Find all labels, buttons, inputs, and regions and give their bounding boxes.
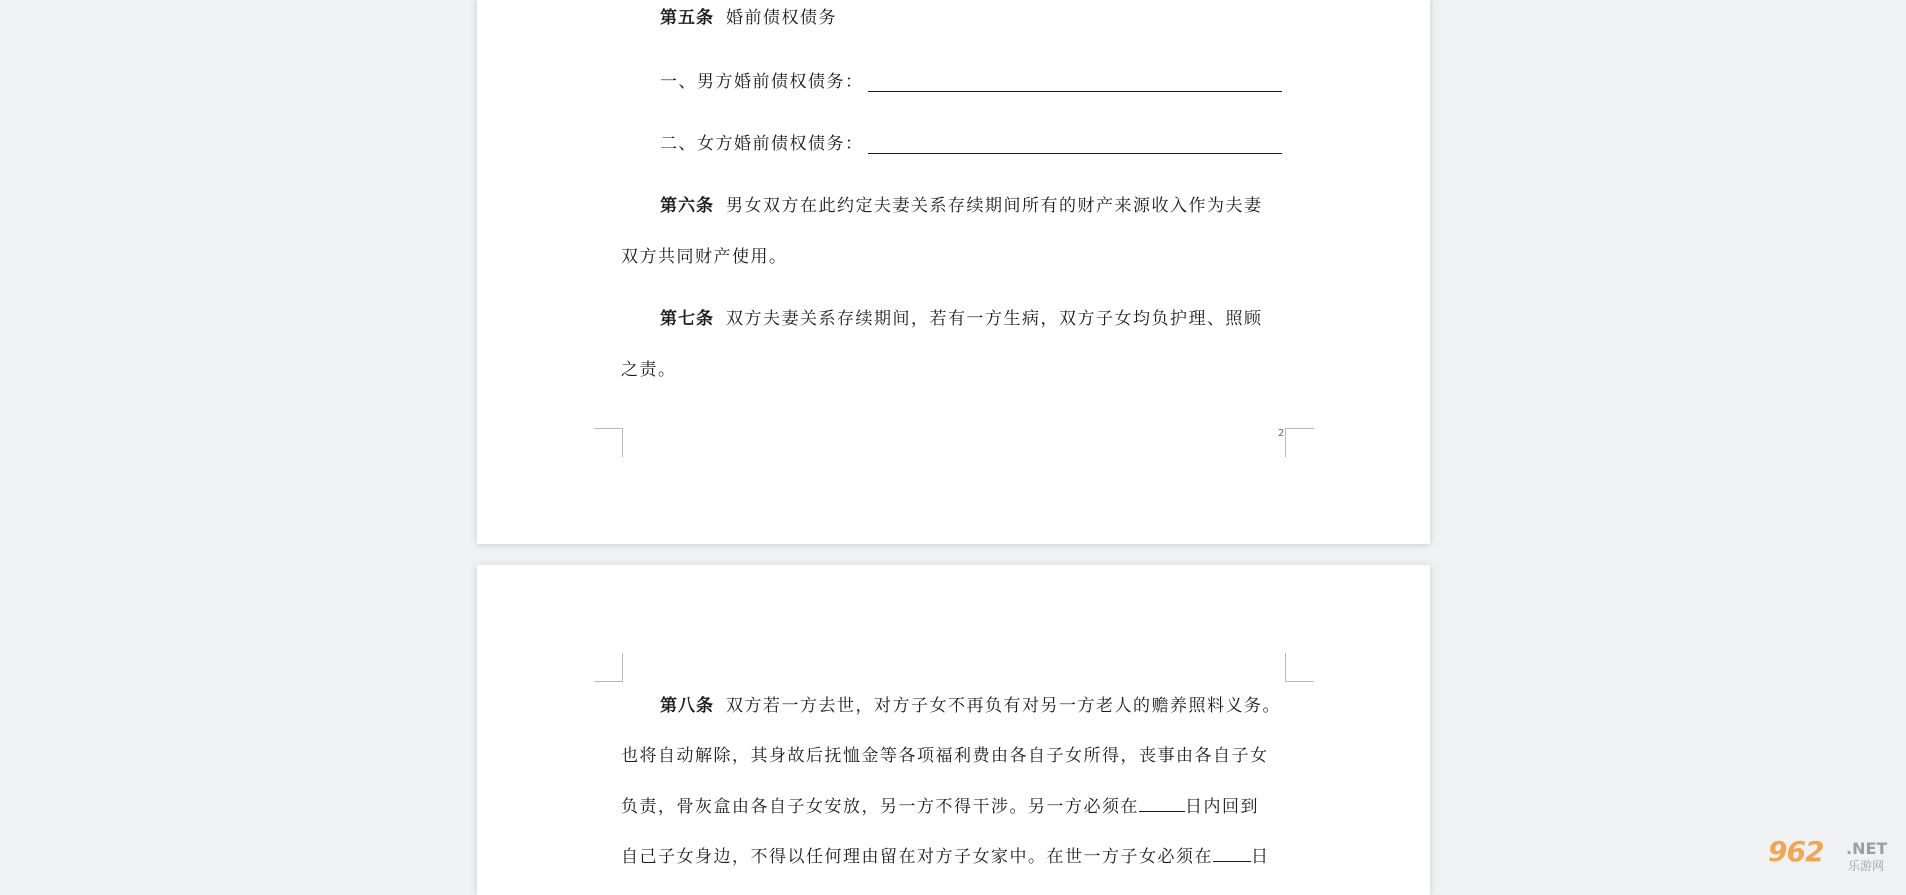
article-5 bbox=[660, 8, 837, 28]
article-7-line-2: 之责。 bbox=[621, 360, 677, 380]
article-6-text: 男女双方在此约定夫妻关系存续期间所有的财产来源收入作为夫妻 bbox=[726, 196, 1263, 216]
article-6-line-1 bbox=[660, 196, 1263, 216]
article-8-line-4-text-a: 自己子女身边，不得以任何理由留在对方子女家中。在世一方子女必须在 bbox=[621, 847, 1213, 867]
fill-in-blank-female-debts bbox=[868, 135, 1282, 154]
article-8-line-3 bbox=[621, 795, 1259, 817]
document-page-2 bbox=[477, 565, 1430, 895]
site-watermark-logo bbox=[1768, 835, 1900, 875]
article-8-line-3-text-b: 日内回到 bbox=[1185, 797, 1259, 817]
fill-in-blank-male-debts bbox=[868, 73, 1282, 92]
crop-mark-top-left bbox=[594, 653, 623, 682]
article-5-text: 婚前债权债务 bbox=[726, 8, 837, 28]
article-8-line-4-text-b: 日 bbox=[1251, 847, 1270, 867]
article-8-line-2: 也将自动解除，其身故后抚恤金等各项福利费由各自子女所得，丧事由各自子女 bbox=[621, 746, 1269, 766]
article-8-title: 第八条 bbox=[660, 696, 714, 716]
article-6-title: 第六条 bbox=[660, 196, 714, 216]
article-8-line-4 bbox=[621, 845, 1270, 867]
fill-in-blank-days-return bbox=[1139, 795, 1185, 812]
article-5-item-2-label: 二、女方婚前债权债务： bbox=[660, 134, 864, 154]
watermark-suffix: .NET bbox=[1846, 839, 1888, 858]
article-5-item-1-label: 一、男方婚前债权债务： bbox=[660, 72, 864, 92]
document-page-1 bbox=[477, 0, 1430, 544]
article-8-line-3-text-a: 负责，骨灰盒由各自子女安放，另一方不得干涉。另一方必须在 bbox=[621, 797, 1139, 817]
article-7-title: 第七条 bbox=[660, 309, 714, 329]
article-7-text: 双方夫妻关系存续期间，若有一方生病，双方子女均负护理、照顾 bbox=[726, 309, 1263, 329]
crop-mark-top-right bbox=[1285, 653, 1314, 682]
watermark-number: 962 bbox=[1768, 835, 1824, 868]
crop-mark-bottom-left bbox=[594, 428, 623, 457]
crop-mark-bottom-right bbox=[1285, 428, 1314, 457]
article-7-line-1 bbox=[660, 309, 1263, 329]
fill-in-blank-days-survivor bbox=[1213, 845, 1251, 862]
article-8-line-1 bbox=[660, 696, 1281, 716]
article-5-item-2 bbox=[660, 134, 1282, 154]
article-6-line-2: 双方共同财产使用。 bbox=[621, 247, 788, 267]
watermark-site-name: 乐游网 bbox=[1848, 859, 1885, 873]
article-5-item-1 bbox=[660, 72, 1282, 92]
page-number: 2 bbox=[1278, 428, 1285, 439]
article-8-text: 双方若一方去世，对方子女不再负有对另一方老人的赡养照料义务。 bbox=[726, 696, 1281, 716]
article-5-title: 第五条 bbox=[660, 8, 714, 28]
